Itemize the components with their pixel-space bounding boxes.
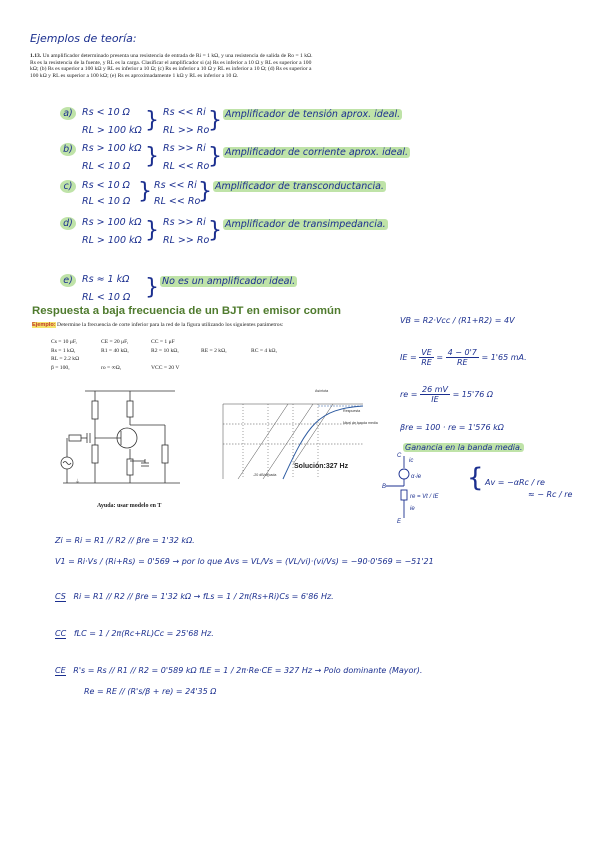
param-row: β = 100, ro = ∞Ω, VCC = 20 V [51,364,180,371]
av-calc: Av = −αRc / re [485,478,545,487]
svg-text:E: E [397,519,402,525]
case-line2: RL > 100 kΩ [82,235,142,246]
problem-block [30,53,315,79]
ie-calc: IE = $\frac{VE}{RE}$ = $\frac{4 - 0'7}{RE}$ = 1'65 mA. [400,348,527,367]
re-calc: re = $\frac{26 mV}{IE}$ = 15'76 Ω [400,385,494,404]
param-row: Cs = 10 μF, CE = 20 μF, CC = 1 μF [51,339,175,345]
brace: } [138,179,152,204]
gain-title: Ganancia en la banda media. [405,443,523,452]
frequency-response-plot [213,384,378,484]
svg-text:Asíntota: Asíntota [315,389,329,393]
vi-calc: V1 = Ri·Vs / (Ri+Rs) = 0'569 → por lo que Avs = VL/Vs = (VL/vi)·(vi/Vs) = −90·0'569 = −51'21 [55,557,434,566]
brace: } [145,144,159,169]
param-row: RL = 2.2 kΩ [51,356,80,363]
case-letter: a) [60,107,76,120]
ground-icon: ⏚ [75,479,81,485]
ce-calc: CE R's = Rs // R1 // R2 = 0'589 kΩ fLE = 1 / 2π·Re·CE = 327 Hz → Polo dominante (Mayor). [55,666,423,675]
svg-text:ic: ic [409,458,414,464]
re-prime-calc: Re = RE // (R's/β + re) = 24'35 Ω [84,687,217,696]
case-line2: RL > 100 kΩ [82,125,142,136]
case-letter: b) [60,143,76,156]
svg-text:B: B [382,484,387,490]
section-title: Respuesta a baja frecuencia de un BJT en emisor común [32,305,341,317]
case-result: Amplificador de transconductancia. [215,181,384,192]
case-line1: Rs ≈ 1 kΩ [82,274,130,285]
svg-text:Nivel de banda media: Nivel de banda media [343,421,378,425]
param-row: Rs = 1 kΩ, R1 = 40 kΩ, R2 = 10 kΩ, RE = 2 kΩ, RC = 4 kΩ, [51,347,277,354]
svg-text:re = Vt / IE: re = Vt / IE [410,494,439,500]
example-note: Ayuda: usar modelo en T [97,503,162,509]
circuit-schematic [55,383,195,495]
svg-text:C: C [397,453,402,459]
case-cond1: Rs >> Ri [163,217,206,228]
case-line2: RL < 10 Ω [82,196,131,207]
brace: } [145,275,159,300]
svg-text:Respuesta: Respuesta [343,409,361,413]
case-result: No es un amplificador ideal. [162,276,296,287]
example-intro: Determine la frecuencia de corte inferior para la red de la figura utilizando los siguientes parámetros: [57,322,284,328]
case-cond2: RL << Ro [163,161,210,172]
example-label: Ejemplo: [32,322,56,328]
case-cond1: Rs >> Ri [163,143,206,154]
brace: } [145,218,159,243]
case-cond1: Rs << Ri [163,107,206,118]
case-line1: Rs < 10 Ω [82,107,130,118]
case-cond2: RL >> Ro [163,235,210,246]
zi-calc: Zi = Ri = R1 // R2 // βre = 1'32 kΩ. [55,536,195,545]
case-line2: RL < 10 Ω [82,161,131,172]
problem-number: 1.13. [30,53,42,59]
example-block [32,322,362,329]
svg-text:ie: ie [410,506,415,512]
case-line2: RL < 10 Ω [82,292,131,303]
case-cond2: RL << Ro [154,196,201,207]
case-line1: Rs > 100 kΩ [82,143,142,154]
brace: } [145,108,159,133]
case-result: Amplificador de corriente aprox. ideal. [225,147,409,158]
solution-text: Solución:327 Hz [294,463,349,470]
case-result: Amplificador de transimpedancia. [225,219,386,230]
case-line1: Rs > 100 kΩ [82,217,142,228]
case-cond2: RL >> Ro [163,125,210,136]
svg-text:-20 dB/década: -20 dB/década [253,473,277,477]
case-letter: c) [60,180,76,193]
case-result: Amplificador de tensión aprox. ideal. [225,109,401,120]
cs-calc: CS Ri = R1 // R2 // βre = 1'32 kΩ → fLs = 1 / 2π(Rs+Ri)Cs = 6'86 Hz. [55,592,334,601]
problem-text: Un amplificador determinado presenta una resistencia de entrada de Ri = 1 kΩ, y una resistencia de salida de Ro = 1 kΩ. Rs es la resistencia de la fuente, y RL es la carga. Clasificar el amplificador si (a) Rs es inferior a 10 Ω y RL es superior a 100 kΩ; (b) Rs es superior a 100 kΩ y RL es inferior a 10 Ω; (c) Rs es inferior a 10 Ω y RL es inferior a 10 Ω; (d) Rs es superior a 100 kΩ y RL es superior a 100 kΩ; (e) Rs es aproximadamente 1 kΩ y RL es inferior a 10 Ω. [30,53,313,79]
bre-calc: βre = 100 · re = 1'576 kΩ [400,423,504,432]
av-approx: ≈ − Rc / re [528,490,573,499]
page-heading: Ejemplos de teoría: [30,32,137,45]
t-model-diagram [382,452,472,524]
brace: } [208,218,222,243]
svg-text:α·ie: α·ie [411,474,422,480]
brace: } [208,108,222,133]
case-letter: e) [60,274,76,287]
case-cond1: Rs << Ri [154,180,197,191]
brace: { [467,463,484,493]
brace: } [208,144,222,169]
brace: } [198,179,212,204]
case-letter: d) [60,217,76,230]
vb-calc: VB = R2·Vcc / (R1+R2) = 4V [400,316,515,325]
cc-calc: CC fLC = 1 / 2π(Rc+RL)Cc = 25'68 Hz. [55,629,214,638]
param-table [50,338,278,372]
case-line1: Rs < 10 Ω [82,180,130,191]
